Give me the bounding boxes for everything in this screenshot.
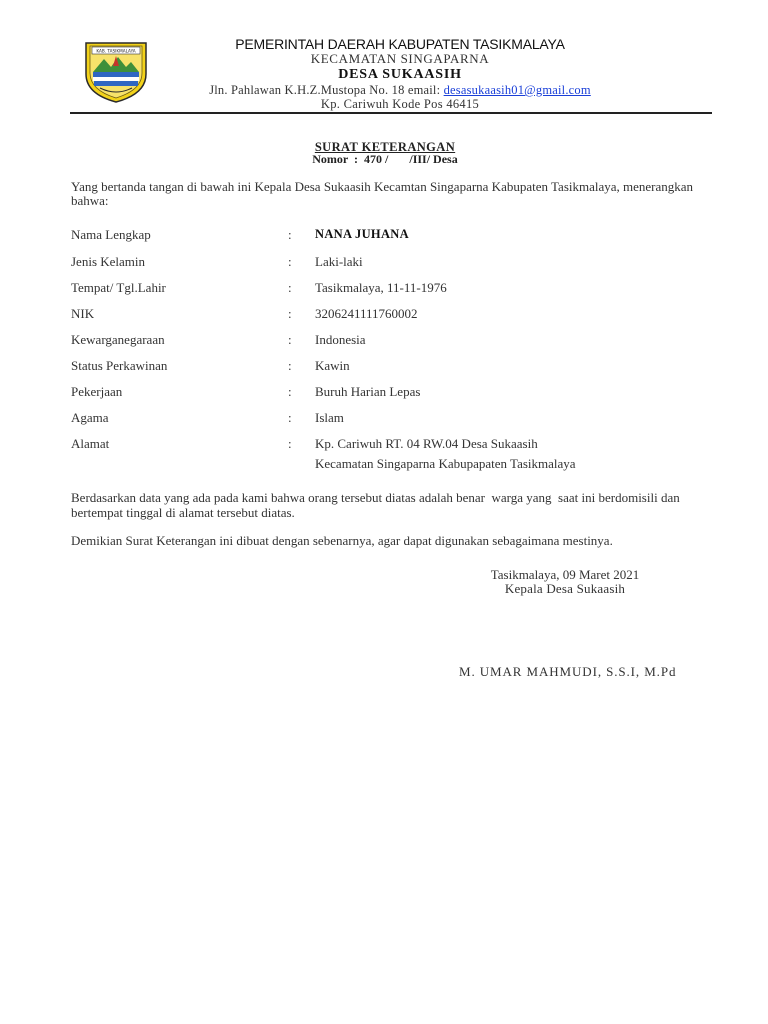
field-value: Indonesia <box>315 332 366 347</box>
signatory-name: M. UMAR MAHMUDI, S.S.I, M.Pd <box>459 664 677 679</box>
address-text: Jln. Pahlawan K.H.Z.Mustopa No. 18 email: <box>209 83 444 97</box>
field-value: Kawin <box>315 358 350 373</box>
field-colon: : <box>288 306 292 321</box>
document-number: Nomor : 470 / /III/ Desa <box>312 152 458 166</box>
government-name: PEMERINTAH DAERAH KABUPATEN TASIKMALAYA <box>235 36 565 52</box>
district-name: KECAMATAN SINGAPARNA <box>310 51 490 66</box>
letterhead-divider <box>70 112 712 114</box>
email-link[interactable]: desasukaasih01@gmail.com <box>443 83 591 97</box>
field-label: Nama Lengkap <box>71 227 151 242</box>
regency-emblem-graphic <box>80 40 152 104</box>
field-value-line2: Kecamatan Singaparna Kabupapaten Tasikmalaya <box>315 456 576 471</box>
field-colon: : <box>288 410 292 425</box>
field-colon: : <box>288 254 292 269</box>
field-value: Tasikmalaya, 11-11-1976 <box>315 280 447 295</box>
field-colon: : <box>288 332 292 347</box>
field-colon: : <box>288 384 292 399</box>
signature-role: Kepala Desa Sukaasih <box>504 581 626 596</box>
postal-address: Kp. Cariwuh Kode Pos 46415 <box>320 97 480 111</box>
document-title: SURAT KETERANGAN <box>314 140 456 154</box>
field-colon: : <box>288 280 292 295</box>
statement-paragraph: Berdasarkan data yang ada pada kami bahwa orang tersebut diatas adalah benar warga yang saat ini berdomisili dan bertempat tinggal di alamat tersebut diatas. <box>71 490 683 520</box>
field-value: Laki-laki <box>315 254 363 269</box>
field-label: Alamat <box>71 436 110 451</box>
field-label: Status Perkawinan <box>71 358 168 373</box>
field-label: Jenis Kelamin <box>71 254 146 269</box>
field-label: Tempat/ Tgl.Lahir <box>71 280 166 295</box>
field-value: Islam <box>315 410 344 425</box>
logo-text: KAB. TASIKMALAYA <box>96 48 136 54</box>
field-value: NANA JUHANA <box>315 227 409 241</box>
field-value: Kp. Cariwuh RT. 04 RW.04 Desa Sukaasih <box>315 436 538 451</box>
signature-place-date: Tasikmalaya, 09 Maret 2021 <box>490 567 640 582</box>
office-address <box>160 83 640 97</box>
field-colon: : <box>288 436 292 451</box>
regency-logo-icon <box>80 40 152 104</box>
field-label: NIK <box>71 306 95 321</box>
field-label: Pekerjaan <box>71 384 123 399</box>
field-label: Agama <box>71 410 109 425</box>
intro-paragraph: Yang bertanda tangan di bawah ini Kepala Desa Sukaasih Kecamtan Singaparna Kabupaten Tasikmalaya, menerangkan bahwa: <box>71 179 694 208</box>
field-value: Buruh Harian Lepas <box>315 384 421 399</box>
closing-paragraph: Demikian Surat Keterangan ini dibuat dengan sebenarnya, agar dapat digunakan sebagaimana mestinya. <box>71 533 613 548</box>
field-label: Kewarganegaraan <box>71 332 165 347</box>
field-colon: : <box>288 227 292 242</box>
village-name: DESA SUKAASIH <box>338 67 462 82</box>
field-value: 3206241111760002 <box>315 306 418 321</box>
field-colon: : <box>288 358 292 373</box>
